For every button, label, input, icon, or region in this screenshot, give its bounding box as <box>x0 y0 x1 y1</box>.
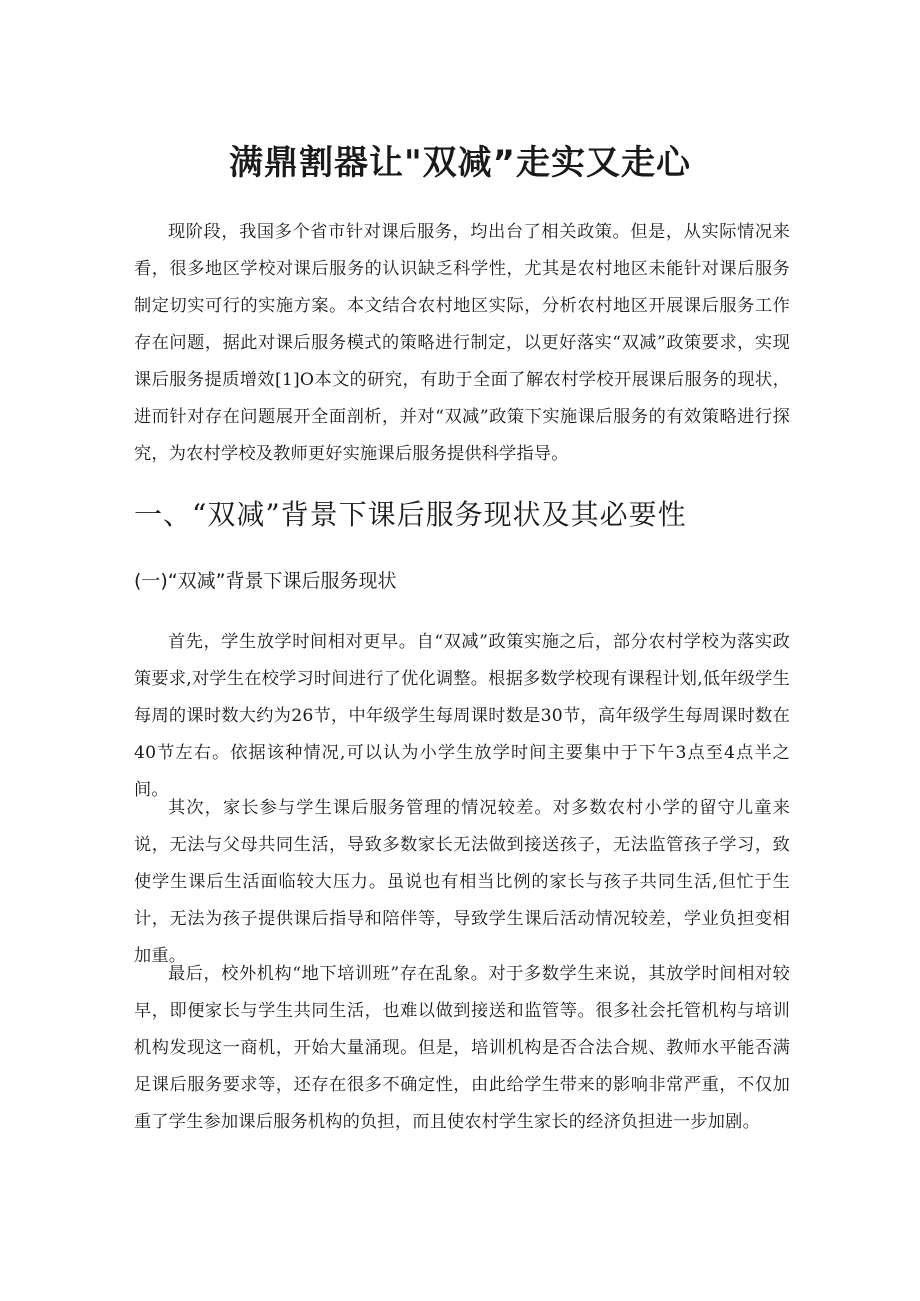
body-paragraph-first: 首先，学生放学时间相对更早。自“双减”政策实施之后，部分农村学校为落实政策要求,对学生在校学习时间进行了优化调整。根据多数学校现有课程计划,低年级学生每周的课时数大约为26节，中年级学生每周课时数是30节，高年级学生每周课时数在40节左右。依据该种情况,可以认为小学生放学时间主要集中于下午3点至4点半之间。 <box>134 632 790 800</box>
document-title: 满鼎割器让"双减”走实又走心 <box>228 143 692 183</box>
section-heading: 一、“双减”背景下课后服务现状及其必要性 <box>134 498 687 531</box>
intro-paragraph: 现阶段，我国多个省市针对课后服务，均出台了相关政策。但是，从实际情况来看，很多地区学校对课后服务的认识缺乏科学性，尤其是农村地区未能针对课后服务制定切实可行的实施方案。本文结合农村地区实际，分析农村地区开展课后服务工作存在问题，据此对课后服务模式的策略进行制定，以更好落实“双减”政策要求，实现课后服务提质增效[1]O本文的研究，有助于全面了解农村学校开展课后服务的现状，进而针对存在问题展开全面剖析，并对“双减”政策下实施课后服务的有效策略进行探究，为农村学校及教师更好实施课后服务提供科学指导。 <box>134 222 790 464</box>
body-paragraph-second: 其次，家长参与学生课后服务管理的情况较差。对多数农村小学的留守儿童来说，无法与父母共同生活，导致多数家长无法做到接送孩子，无法监管孩子学习，致使学生课后生活面临较大压力。虽说也有相当比例的家长与孩子共同生活,但忙于生计，无法为孩子提供课后指导和陪伴等，导致学生课后活动情况较差，学业负担变相加重。 <box>134 798 790 966</box>
body-paragraph-last: 最后，校外机构“地下培训班”存在乱象。对于多数学生来说，其放学时间相对较早，即便家长与学生共同生活，也难以做到接送和监管等。很多社会托管机构与培训机构发现这一商机，开始大量涌现。但是，培训机构是否合法合规、教师水平能否满足课后服务要求等，还存在很多不确定性，由此给学生带来的影响非常严重，不仅加重了学生参加课后服务机构的负担，而且使农村学生家长的经济负担进一步加剧。 <box>134 964 790 1132</box>
subsection-heading: (一)“双减”背景下课后服务现状 <box>134 570 397 592</box>
